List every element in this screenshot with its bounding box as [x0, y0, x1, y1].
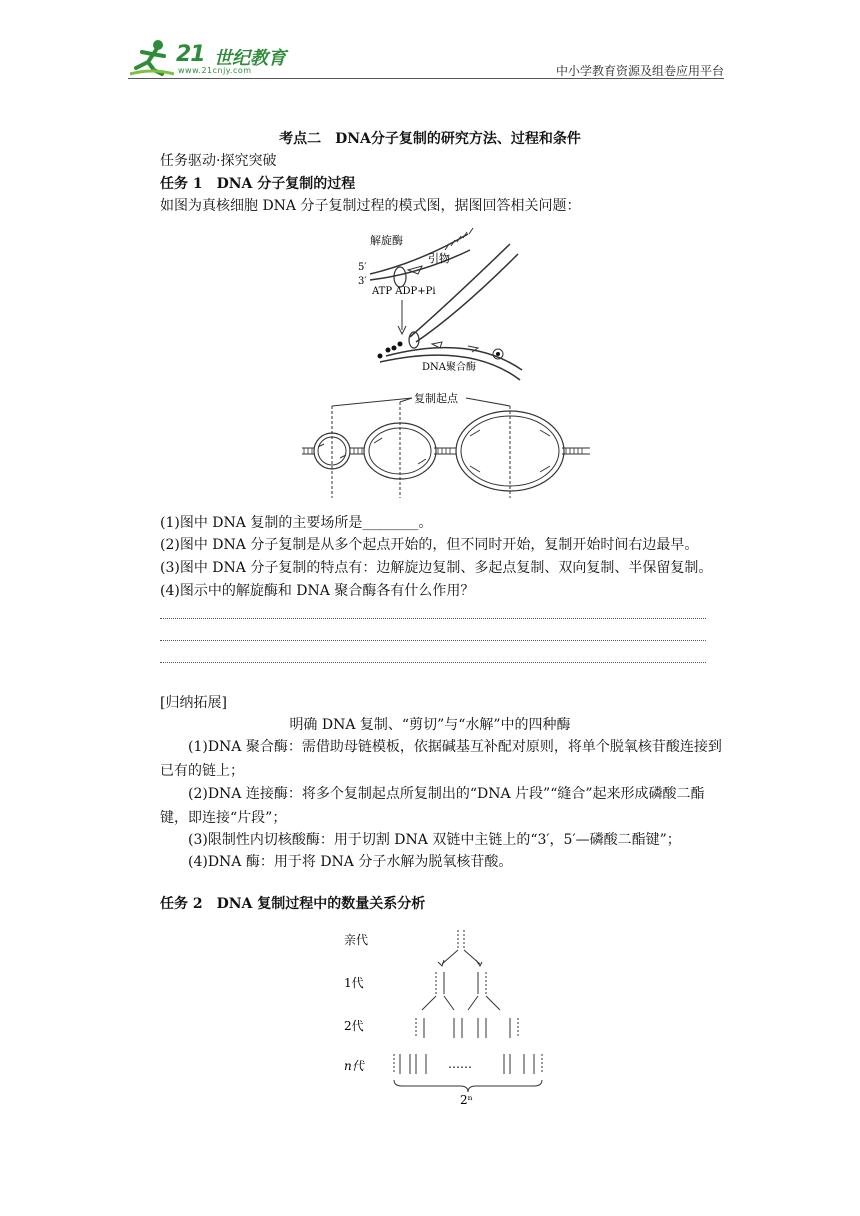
summary-paragraph-4: (4)DNA 酶：用于将 DNA 分子水解为脱氧核苷酸。	[188, 854, 513, 870]
summary-tag: [归纳拓展]	[160, 695, 227, 711]
question-2: (2)图中 DNA 分子复制是从多个起点开始的，但不同时开始，复制开始时间右边最早。	[160, 537, 699, 553]
count-label: 2ⁿ	[460, 1093, 473, 1104]
question-4: (4)图示中的解旋酶和 DNA 聚合酶各有什么作用？	[160, 583, 475, 599]
summary-paragraph-3: (3)限制性内切核酸酶：用于切割 DNA 双链中主链上的“3′，5′—磷酸二酯键”；	[188, 832, 681, 848]
runner-logo-icon	[128, 38, 176, 78]
gen-label-n: n代	[344, 1059, 364, 1073]
question-1: (1)图中 DNA 复制的主要场所是________。	[160, 515, 433, 531]
five-prime-label: 5′	[358, 262, 367, 273]
answer-line[interactable]	[160, 640, 706, 641]
answer-line[interactable]	[160, 662, 706, 663]
task1-title: 任务 1 DNA 分子复制的过程	[160, 176, 356, 192]
site-logo	[128, 38, 318, 78]
header-divider	[128, 78, 724, 79]
replication-bubbles-diagram	[300, 390, 600, 500]
ellipsis-text: ……	[448, 1057, 472, 1071]
gen-label-2: 2代	[344, 1019, 364, 1033]
summary-paragraph-1: (1)DNA 聚合酶：需借助母链模板，依据碱基互补配对原则，将单个脱氧核苷酸连接到已有的链上；	[160, 739, 722, 779]
summary-paragraph-2: (2)DNA 连接酶：将多个复制起点所复制出的“DNA 片段”“缝合”起来形成磷酸二酯键，即连接“片段”；	[160, 786, 705, 826]
section-subtitle: 任务驱动·探究突破	[160, 153, 277, 169]
primer-label: 引物	[428, 252, 450, 265]
logo-number: 21	[176, 42, 205, 67]
section-title: 考点二 DNA分子复制的研究方法、过程和条件	[279, 131, 581, 147]
replication-fork-diagram	[350, 222, 570, 382]
gen-label-1: 1代	[344, 976, 364, 990]
origin-label: 复制起点	[414, 392, 458, 405]
atp-label: ATP ADP+Pi	[372, 286, 436, 297]
question-3: (3)图中 DNA 分子复制的特点有：边解旋边复制、多起点复制、双向复制、半保留复制。	[160, 560, 713, 576]
helicase-label: 解旋酶	[370, 234, 403, 247]
polymerase-label: DNA聚合酶	[422, 362, 476, 373]
summary-title: 明确 DNA 复制、“剪切”与“水解”中的四种酶	[289, 717, 571, 733]
three-prime-label: 3′	[358, 276, 367, 287]
logo-text: 世纪教育	[214, 48, 286, 69]
platform-name: 中小学教育资源及组卷应用平台	[555, 64, 724, 78]
generation-tree-diagram	[338, 924, 558, 1104]
logo-url: www.21cnjy.com	[178, 66, 252, 75]
task1-intro: 如图为真核细胞 DNA 分子复制过程的模式图，据图回答相关问题：	[160, 198, 581, 214]
gen-label-parent: 亲代	[344, 933, 369, 947]
answer-line[interactable]	[160, 618, 706, 619]
task2-title: 任务 2 DNA 复制过程中的数量关系分析	[160, 896, 426, 912]
